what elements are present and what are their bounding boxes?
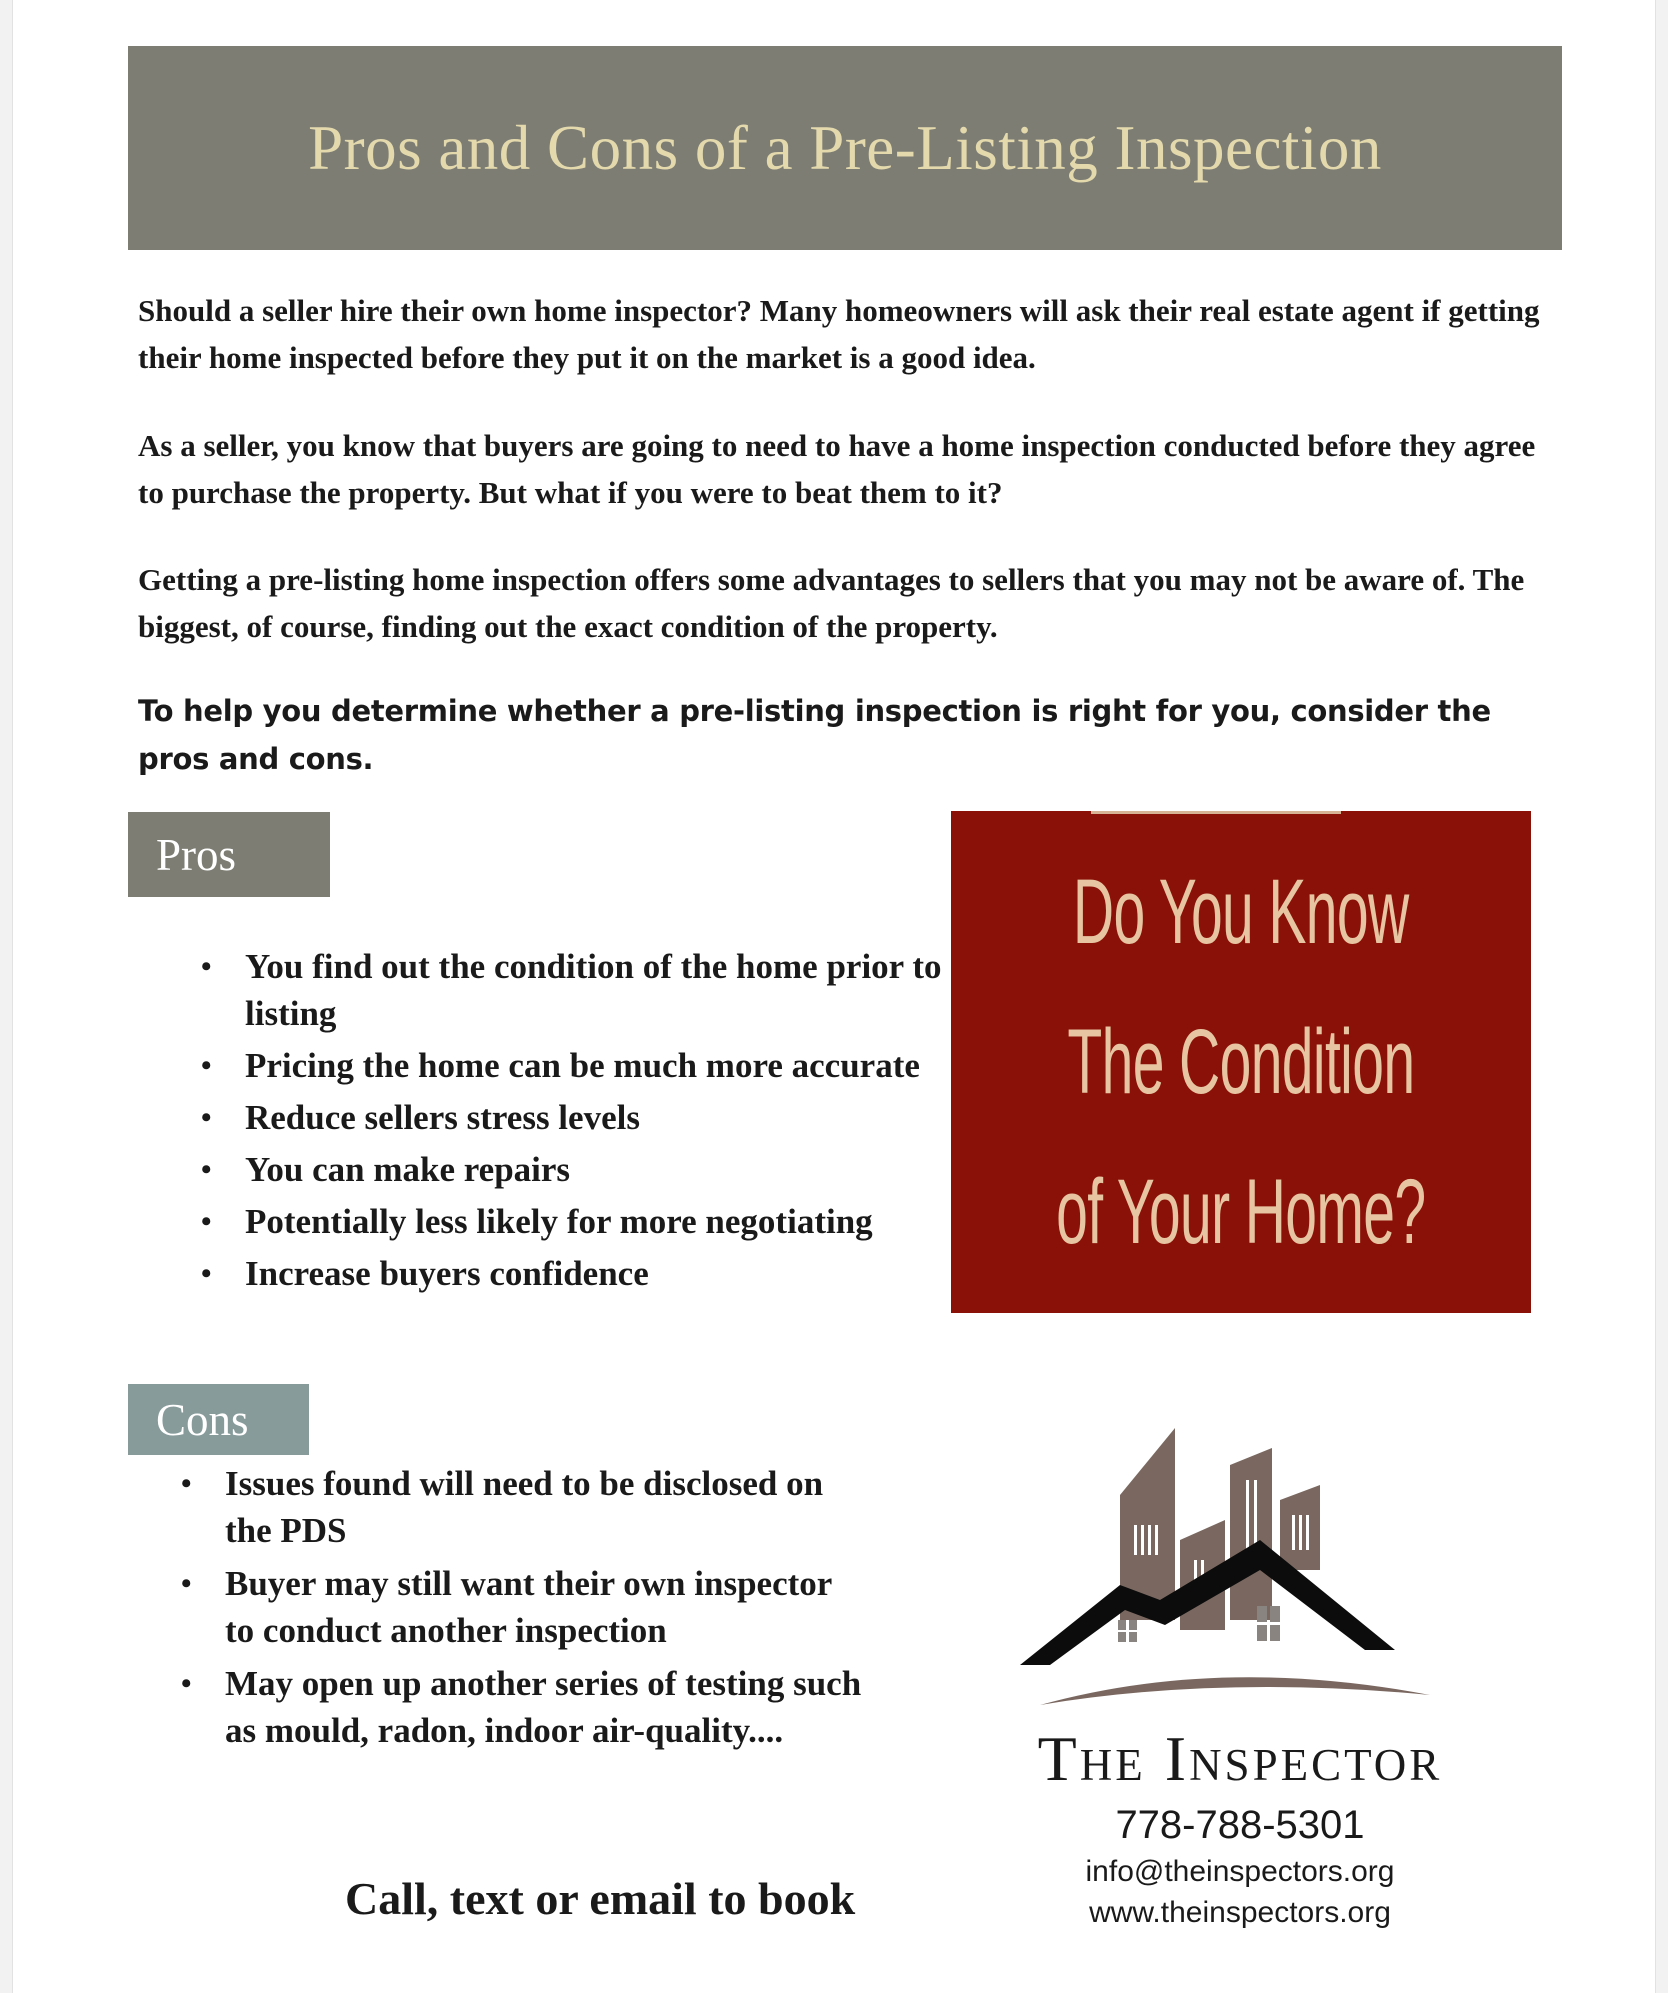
list-item: • Pricing the home can be much more accurate bbox=[245, 1042, 965, 1089]
bullet-icon: • bbox=[201, 950, 212, 983]
promo-top-line bbox=[1091, 811, 1341, 814]
cons-list bbox=[181, 1460, 865, 1760]
list-item: • Buyer may still want their own inspector to conduct another inspection bbox=[225, 1560, 865, 1654]
promo-line-3: of Your Home? bbox=[1056, 1161, 1426, 1263]
title-banner bbox=[128, 46, 1562, 250]
company-phone[interactable]: 778-788-5301 bbox=[1115, 1803, 1365, 1847]
bullet-icon: • bbox=[201, 1101, 212, 1134]
company-name: The Inspector bbox=[1037, 1723, 1443, 1794]
inspector-logo-icon bbox=[1010, 1420, 1470, 1720]
bullet-icon: • bbox=[201, 1205, 212, 1238]
pros-list bbox=[201, 943, 965, 1302]
intro-paragraph-3: Getting a pre-listing home inspection offers some advantages to sellers that you may not be aware of. The biggest, of course, finding out the exact condition of the property. bbox=[138, 562, 1525, 644]
promo-graphic bbox=[951, 811, 1531, 1313]
list-item: • May open up another series of testing such as mould, radon, indoor air-quality.... bbox=[225, 1660, 865, 1754]
list-item: • Increase buyers confidence bbox=[245, 1250, 965, 1297]
list-item: • Potentially less likely for more negotiating bbox=[245, 1198, 965, 1245]
pros-heading bbox=[128, 812, 330, 897]
intro-paragraph-4: To help you determine whether a pre-listing inspection is right for you, consider the pros and cons. bbox=[138, 694, 1491, 776]
intro-paragraph-1: Should a seller hire their own home inspector? Many homeowners will ask their real estate agent if getting their home inspected before they put it on the market is a good idea. bbox=[138, 293, 1540, 375]
cons-heading bbox=[128, 1384, 309, 1455]
bullet-icon: • bbox=[181, 1667, 192, 1700]
building-icon bbox=[1230, 1448, 1272, 1620]
bullet-icon: • bbox=[201, 1049, 212, 1082]
bullet-icon: • bbox=[201, 1153, 212, 1186]
cons-heading-label: Cons bbox=[156, 1394, 249, 1445]
page-edge-left bbox=[0, 0, 13, 1993]
bullet-icon: • bbox=[201, 1257, 212, 1290]
promo-line-2: The Condition bbox=[1067, 1011, 1415, 1113]
list-item: • You can make repairs bbox=[245, 1146, 965, 1193]
call-to-action: Call, text or email to book bbox=[345, 1873, 856, 1924]
promo-line-1: Do You Know bbox=[1073, 861, 1409, 963]
company-email[interactable]: info@theinspectors.org bbox=[1085, 1855, 1395, 1888]
page-title: Pros and Cons of a Pre-Listing Inspection bbox=[308, 112, 1382, 183]
intro-paragraph-2: As a seller, you know that buyers are going to need to have a home inspection conducted before they agree to purchase the property. But what if you were to beat them to it? bbox=[138, 428, 1536, 510]
list-item: • You find out the condition of the home prior to listing bbox=[245, 943, 965, 1037]
company-website[interactable]: www.theinspectors.org bbox=[1089, 1896, 1391, 1929]
page-edge-right bbox=[1655, 0, 1668, 1993]
bullet-icon: • bbox=[181, 1467, 192, 1500]
bullet-icon: • bbox=[181, 1567, 192, 1600]
list-item: • Issues found will need to be disclosed on the PDS bbox=[225, 1460, 865, 1554]
ground-swoosh-icon bbox=[1040, 1677, 1430, 1705]
list-item: • Reduce sellers stress levels bbox=[245, 1094, 965, 1141]
pros-heading-label: Pros bbox=[156, 829, 237, 880]
